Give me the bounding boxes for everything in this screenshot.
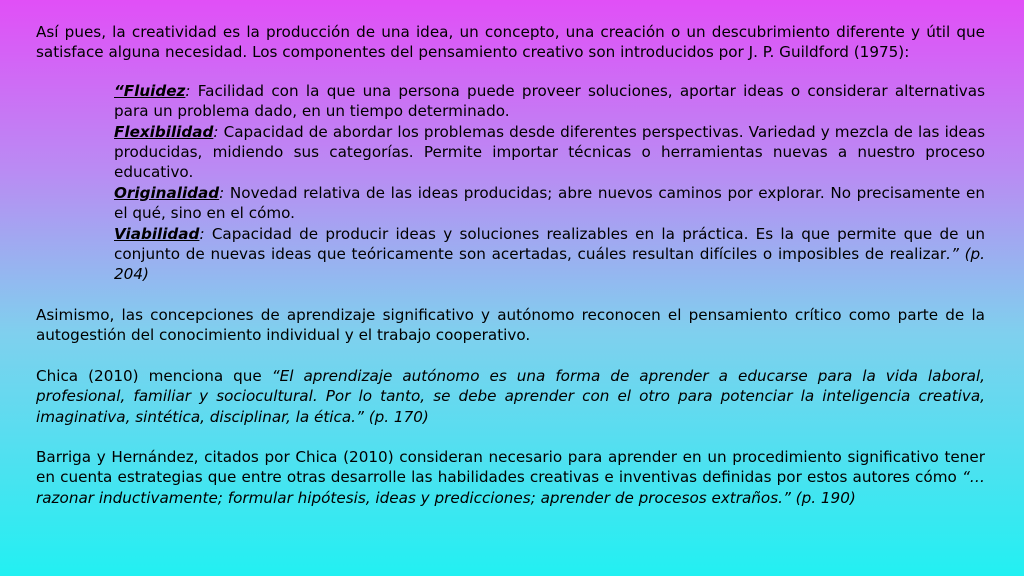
- term-flexibilidad-sep: :: [213, 122, 219, 141]
- definition-viabilidad: Capacidad de producir ideas y soluciones realizables en la práctica. Es la que permite que de un conjunto de nuevas ideas que teóricamente son acertadas, cuáles resultan difíciles o imposibles de realizar: [114, 224, 985, 264]
- definition-flexibilidad: Capacidad de abordar los problemas desde diferentes perspectivas. Variedad y mezcla de las ideas producidas, midiendo sus categorías. Permite importar técnicas o herramientas nuevas a nuestro proceso educativo.: [114, 122, 985, 182]
- paragraph-chica: [36, 366, 985, 427]
- creative-components-quote: [114, 81, 985, 285]
- spacer: [36, 285, 985, 305]
- chica-quote: “El aprendizaje autónomo es una forma de aprender a educarse para la vida laboral, profesional, familiar y sociocultural. Por lo tanto, se debe aprender con el otro para potenciar la inteligencia creativa, imaginativa, sintética, disciplinar, la ética.” (p. 170): [36, 366, 985, 426]
- component-originalidad: [114, 183, 985, 224]
- term-fluidez-sep: :: [185, 81, 191, 100]
- term-originalidad-sep: :: [219, 183, 225, 202]
- component-fluidez: [114, 81, 985, 122]
- spacer: [36, 346, 985, 366]
- spacer: [36, 427, 985, 447]
- barriga-quote: “…razonar inductivamente; formular hipótesis, ideas y predicciones; aprender de procesos extraños.” (p. 190): [36, 468, 985, 507]
- term-viabilidad: Viabilidad: [114, 224, 200, 243]
- term-fluidez: “Fluidez: [114, 81, 186, 100]
- term-flexibilidad: Flexibilidad: [114, 122, 214, 141]
- definition-fluidez: Facilidad con la que una persona puede proveer soluciones, aportar ideas o considerar alternativas para un problema dado, en un tiempo determinado.: [114, 81, 985, 121]
- term-originalidad: Originalidad: [114, 183, 220, 202]
- term-viabilidad-sep: :: [199, 224, 205, 243]
- component-viabilidad: [114, 224, 985, 285]
- paragraph-critical-thinking: Asimismo, las concepciones de aprendizaje significativo y autónomo reconocen el pensamiento crítico como parte de la autogestión del conocimiento individual y el trabajo cooperativo.: [36, 305, 985, 345]
- chica-lead: Chica (2010) menciona que: [36, 366, 272, 385]
- definition-originalidad: Novedad relativa de las ideas producidas; abre nuevos caminos por explorar. No precisamente en el qué, sino en el cómo.: [114, 183, 985, 223]
- paragraph-barriga-hernandez: [36, 447, 985, 508]
- citation-viabilidad: .” (p. 204): [114, 245, 985, 284]
- intro-paragraph: Así pues, la creatividad es la producción de una idea, un concepto, una creación o un descubrimiento diferente y útil que satisface alguna necesidad. Los componentes del pensamiento creativo son introducidos por J. P. Guildford (1975):: [36, 23, 985, 62]
- component-flexibilidad: [114, 122, 985, 183]
- barriga-lead: Barriga y Hernández, citados por Chica (2010) consideran necesario para aprender en un procedimiento significativo tener en cuenta estrategias que entre otras desarrolle las habilidades creativas e inventivas definidas por estos autores cómo: [36, 447, 985, 487]
- slide-content: [36, 22, 985, 508]
